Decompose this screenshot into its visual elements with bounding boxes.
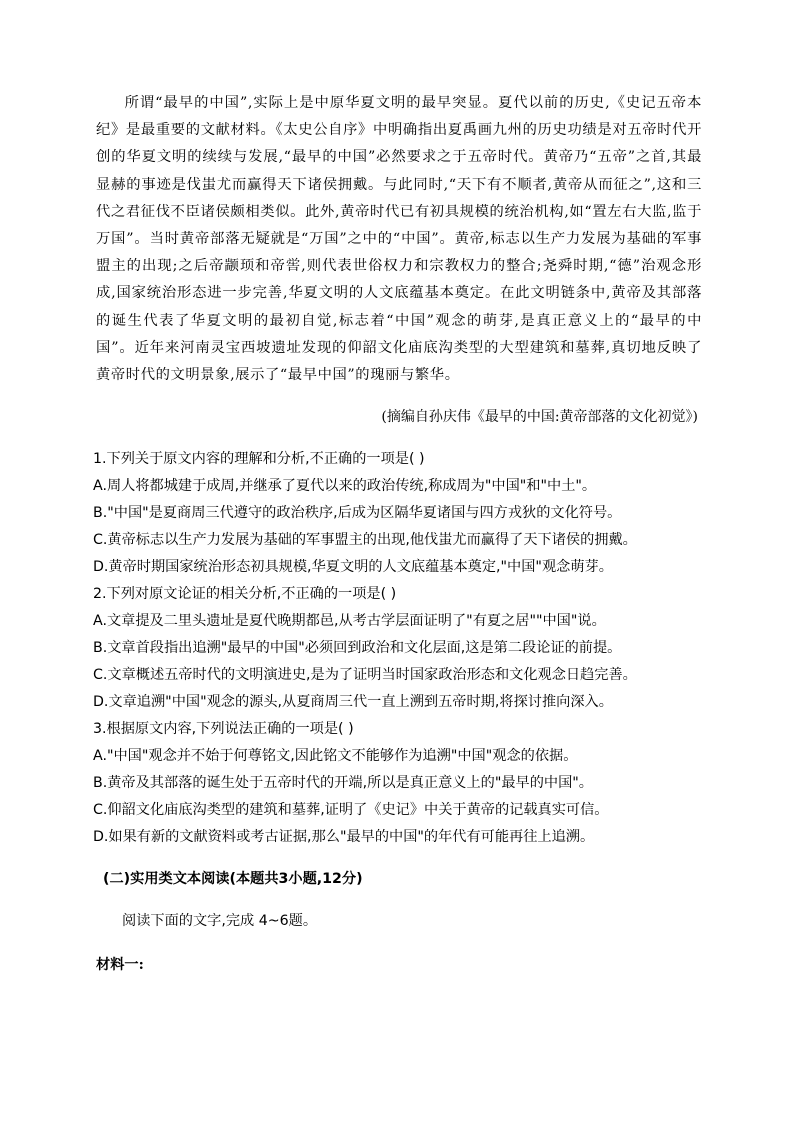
question-3: [93, 716, 713, 851]
question-1: [93, 446, 713, 581]
option-b: B."中国"是夏商周三代遵守的政治秩序,后成为区隔华夏诸国与四方戎狄的文化符号。: [93, 505, 622, 521]
question-2: [93, 581, 713, 716]
option-c: C.文章概述五帝时代的文明演进史,是为了证明当时国家政治形态和文化观念日趋完善。: [93, 667, 637, 683]
section-instruction: 阅读下面的文字,完成 4~6题。: [122, 913, 318, 929]
option-b: B.黄帝及其部落的诞生处于五帝时代的开端,所以是真正意义上的"最早的中国"。: [93, 775, 593, 791]
option-d: D.黄帝时期国家统治形态初具规模,华夏文明的人文底蕴基本奠定,"中国"观念萌芽。: [93, 559, 613, 575]
option-c: C.仰韶文化庙底沟类型的建筑和墓葬,证明了《史记》中关于黄帝的记载真实可信。: [93, 802, 609, 818]
reading-passage: [96, 90, 702, 389]
question-stem: 3.根据原文内容,下列说法正确的一项是( ): [93, 721, 354, 737]
section-heading: (二)实用类文本阅读(本题共3小题,12分): [103, 871, 363, 887]
material-label: 材料一:: [96, 957, 144, 973]
option-d: D.如果有新的文献资料或考古证据,那么"最早的中国"的年代有可能再往上追溯。: [93, 829, 595, 845]
passage-source: (摘编自孙庆伟《最早的中国:黄帝部落的文化初觉》): [381, 409, 698, 425]
option-a: A.周人将都城建于成周,并继承了夏代以来的政治传统,称成周为"中国"和"中土"。: [93, 478, 597, 494]
question-stem: 1.下列关于原文内容的理解和分析,不正确的一项是( ): [93, 451, 425, 467]
question-list: [93, 446, 713, 851]
question-stem: 2.下列对原文论证的相关分析,不正确的一项是( ): [93, 586, 397, 602]
passage-paragraph: 所谓“最早的中国”,实际上是中原华夏文明的最早突显。夏代以前的历史,《史记五帝本纪》是最重要的文献材料。《太史公自序》中明确指出夏禹画九州的历史功绩是对五帝时代开创的华夏文明的续续与发展,“最早的中国”必然要求之于五帝时代。黄帝乃“五帝”之首,其最显赫的事迹是伐蚩尤而赢得天下诸侯拥戴。与此同时,“天下有不顺者,黄帝从而征之”,这和三代之君征伐不臣诸侯颇相类似。此外,黄帝时代已有初具规模的统治机构,如“置左右大监,监于万国”。当时黄帝部落无疑就是“万国”之中的“中国”。黄帝,标志以生产力发展为基础的军事盟主的出现;之后帝颛顼和帝喾,则代表世俗权力和宗教权力的整合;尧舜时期,“德”治观念形成,国家统治形态进一步完善,华夏文明的人文底蕴基本奠定。在此文明链条中,黄帝及其部落的诞生代表了华夏文明的最初自觉,标志着“中国”观念的萌芽,是真正意义上的“最早的中国”。近年来河南灵宝西坡遗址发现的仰韶文化庙底沟类型的大型建筑和墓葬,真切地反映了黄帝时代的文明景象,展示了“最早中国”的瑰丽与繁华。: [96, 95, 702, 384]
option-b: B.文章首段指出追溯"最早的中国"必须回到政治和文化层面,这是第二段论证的前提。: [93, 640, 622, 656]
option-c: C.黄帝标志以生产力发展为基础的军事盟主的出现,他伐蚩尤而赢得了天下诸侯的拥戴。: [93, 532, 637, 548]
option-a: A."中国"观念并不始于何尊铭文,因此铭文不能够作为追溯"中国"观念的依据。: [93, 748, 578, 764]
option-d: D.文章追溯"中国"观念的源头,从夏商周三代一直上溯到五帝时期,将探讨推向深入。: [93, 694, 613, 710]
option-a: A.文章提及二里头遗址是夏代晚期都邑,从考古学层面证明了"有夏之居""中国"说。: [93, 613, 606, 629]
